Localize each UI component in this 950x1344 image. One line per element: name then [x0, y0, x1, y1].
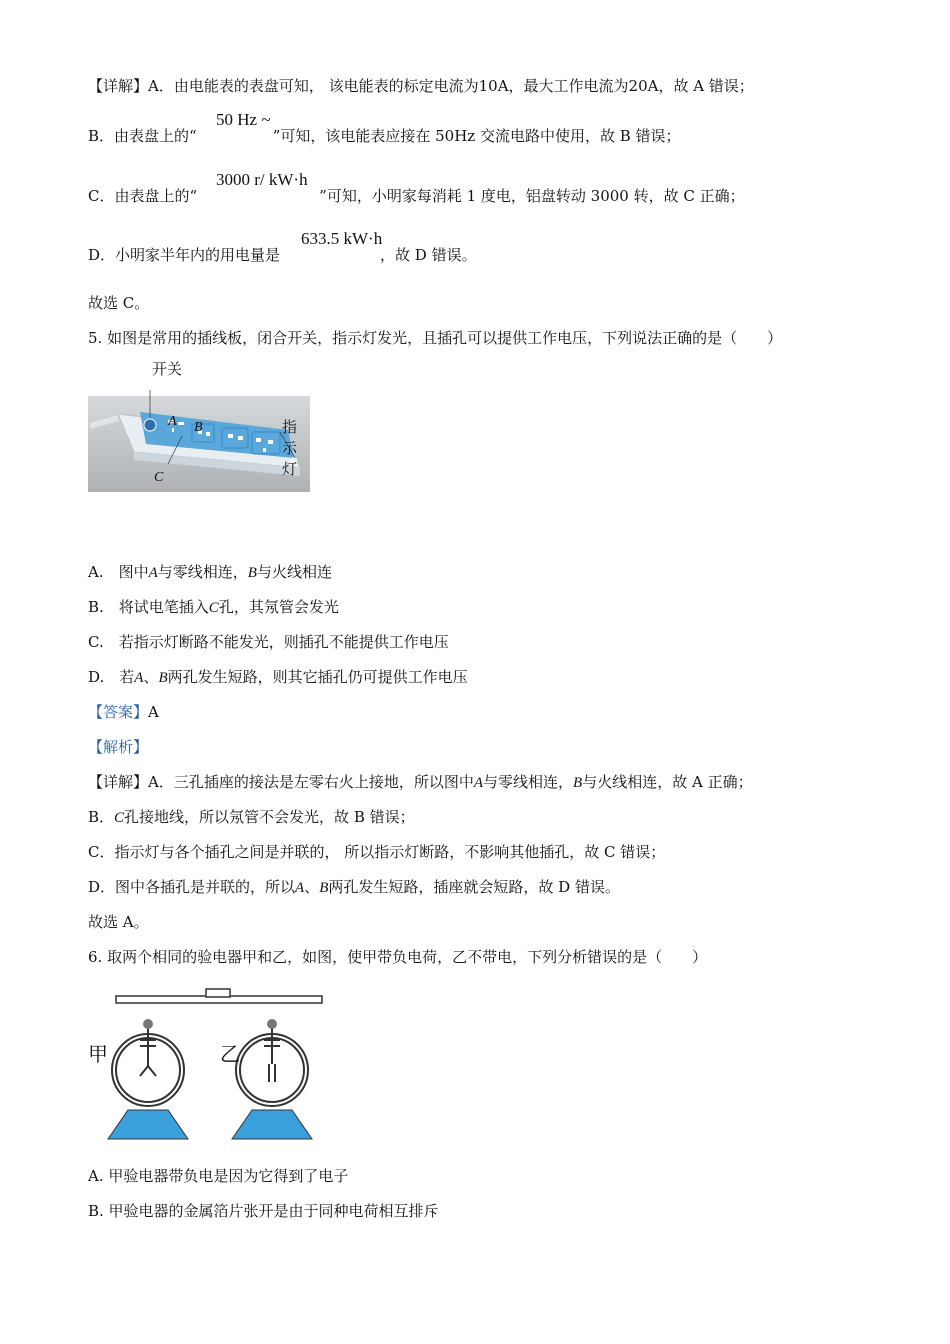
answer-tag: 【答案】 — [88, 703, 149, 721]
q4-detail-B — [88, 126, 681, 146]
label-hole-A: A — [168, 414, 177, 429]
q4-detail-C — [88, 186, 745, 206]
q5-conclusion: 故选 A。 — [88, 913, 149, 931]
q5-analysis-tag: 【解析】 — [88, 738, 149, 756]
q6-electroscope-figure — [86, 984, 326, 1144]
q6-option-B: B. 甲验电器的金属箔片张开是由于同种电荷相互排斥 — [88, 1202, 439, 1220]
q4-detail-D-post: ，故 D 错误。 — [380, 246, 477, 264]
label-hole-B: B — [194, 420, 203, 435]
label-switch: 开关 — [152, 360, 183, 378]
q5-option-D: D. 若A、B两孔发生短路，则其它插孔仍可提供工作电压 — [88, 668, 468, 686]
q5-power-strip-figure — [88, 356, 310, 492]
answer-value: A — [148, 703, 159, 721]
q4-detail-B-post: ”可知，该电能表应接在 50Hz 交流电路中使用，故 B 错误； — [272, 127, 681, 145]
q6-option-A: A. 甲验电器带负电是因为它得到了电子 — [88, 1167, 349, 1185]
q5-option-B: B. 将试电笔插入C孔，其氖管会发光 — [88, 598, 339, 616]
q5-option-C: C. 若指示灯断路不能发光，则插孔不能提供工作电压 — [88, 633, 449, 651]
q4-detail-C-pre: C．由表盘上的“ — [88, 187, 198, 205]
q4-detail-A: 【详解】A．由电能表的表盘可知， 该电能表的标定电流为10A，最大工作电流为20A，故 A 错误； — [88, 77, 754, 95]
q4-detail-D — [88, 245, 477, 265]
q4-formula-frequency: 50 Hz ~ — [216, 110, 271, 129]
q5-detail-C: C．指示灯与各个插孔之间是并联的， 所以指示灯断路，不影响其他插孔，故 C 错误； — [88, 843, 666, 861]
q5-detail-A: 【详解】A．三孔插座的接法是左零右火上接地，所以图中A与零线相连，B与火线相连，故 A 正确； — [88, 773, 753, 791]
label-electroscope-left: 甲 — [88, 1042, 108, 1066]
q4-conclusion: 故选 C。 — [88, 294, 150, 312]
q5-stem: 5. 如图是常用的插线板，闭合开关，指示灯发光，且插孔可以提供工作电压，下列说法正确的是（ ） — [88, 329, 783, 347]
q5-detail-B: B．C孔接地线，所以氖管不会发光，故 B 错误； — [88, 808, 415, 826]
q4-detail-B-pre: B．由表盘上的“ — [88, 127, 197, 145]
label-hole-C: C — [154, 470, 164, 485]
label-electroscope-right: 乙 — [220, 1042, 240, 1066]
q4-formula-energy: 633.5 kW·h — [301, 229, 383, 248]
q4-formula-revolutions: 3000 r/ kW·h — [216, 170, 308, 189]
q4-detail-D-pre: D．小明家半年内的用电量是 — [88, 246, 281, 264]
label-indicator: 指示灯 — [282, 418, 298, 478]
q5-option-A: A. 图中A与零线相连，B与火线相连 — [88, 563, 332, 581]
q5-detail-D: D．图中各插孔是并联的，所以A、B两孔发生短路，插座就会短路，故 D 错误。 — [88, 878, 620, 896]
q4-detail-C-post: ”可知，小明家每消耗 1 度电，铝盘转动 3000 转，故 C 正确； — [319, 187, 745, 205]
q6-stem: 6. 取两个相同的验电器甲和乙，如图，使甲带负电荷，乙不带电，下列分析错误的是（ ） — [88, 948, 708, 966]
q5-answer — [88, 702, 159, 722]
